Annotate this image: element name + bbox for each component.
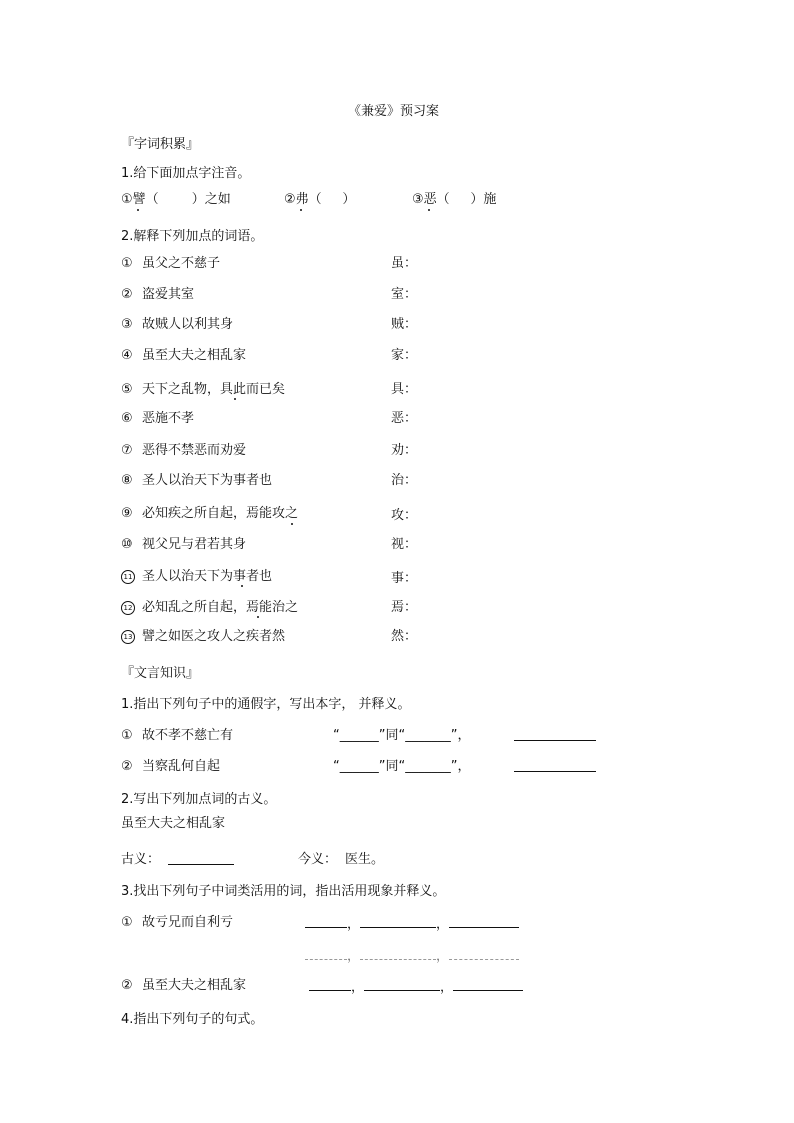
word-item-sentence: 故贼人以利其身 [142, 317, 234, 332]
word-item-number: ⑧ [121, 473, 133, 488]
circled-number: 13 [121, 630, 135, 644]
modern-meaning-value: 医生。 [345, 852, 385, 867]
word-item-sentence: 天下之乱物，具此而已矣 [142, 382, 286, 397]
tongjia-item-number: ② [121, 759, 133, 774]
word-item-number: ① [121, 256, 133, 271]
word-item-key: 攻： [391, 508, 418, 523]
section-heading-vocabulary: 『字词积累』 [121, 137, 200, 152]
word-item-sentence: 必知乱之所自起，焉能治之 [142, 600, 299, 615]
comma: ， [436, 917, 450, 932]
word-item-number: ④ [121, 348, 133, 363]
question-2-stem: 2.解释下列加点的词语。 [121, 229, 264, 244]
word-item-key: 然： [391, 629, 418, 644]
emphasis-dot [300, 209, 302, 211]
word-item-key: 焉： [391, 600, 418, 615]
word-item-number-circled [121, 600, 136, 616]
word-item-sentence: 虽至大夫之相乱家 [142, 348, 247, 363]
word-item-key: 治： [391, 473, 418, 488]
word-item-sentence: 圣人以治天下为事者也 [142, 473, 273, 488]
word-item-key: 具： [391, 382, 418, 397]
question-2-stem: 2.写出下列加点词的古义。 [121, 792, 277, 807]
emphasis-dot [234, 398, 236, 400]
conversion-answer-blanks-extra[interactable] [305, 947, 519, 965]
conversion-answer-blanks[interactable] [305, 915, 519, 933]
comma: ， [440, 980, 454, 995]
pinyin-item-2: ②弗（ ） [284, 192, 356, 207]
conversion-item-sentence: 故亏兄而自利亏 [142, 915, 234, 930]
word-item-key: 家： [391, 348, 418, 363]
word-item-key: 虽： [391, 256, 418, 271]
word-item-key: 视： [391, 537, 418, 552]
comma: ， [436, 949, 450, 964]
word-item-key: 劝： [391, 443, 418, 458]
comma: ， [347, 949, 361, 964]
word-item-sentence: 譬之如医之攻人之疾者然 [142, 629, 286, 644]
tongjia-item-sentence: 故不孝不慈亡有 [142, 728, 234, 743]
tongjia-item-number: ① [121, 728, 133, 743]
word-item-sentence: 恶得不禁恶而劝爱 [142, 443, 247, 458]
question-1-stem: 1.给下面加点字注音。 [121, 166, 251, 181]
comma: ， [347, 917, 361, 932]
emphasis-dot [291, 523, 293, 525]
word-item-sentence: 圣人以治天下为事者也 [142, 569, 273, 584]
word-item-number: ⑩ [121, 537, 133, 552]
pinyin-item-3: ③恶（ ）施 [412, 192, 497, 207]
conversion-item-sentence: 虽至大夫之相乱家 [142, 978, 247, 993]
conversion-item-number: ② [121, 978, 133, 993]
emphasis-dot [257, 616, 259, 618]
tongjia-item-sentence: 当察乱何自起 [142, 759, 221, 774]
tongjia-item-blanks: “______”同“_______”， [333, 728, 471, 743]
conversion-item-number: ① [121, 915, 133, 930]
emphasis-dot [428, 209, 430, 211]
emphasis-dot [137, 209, 139, 211]
ancient-meaning-blank[interactable] [168, 852, 234, 870]
word-item-number-circled [121, 569, 136, 585]
question-4-stem: 4.指出下列句子的句式。 [121, 1012, 264, 1027]
word-item-number: ⑤ [121, 382, 133, 397]
word-item-sentence: 必知疾之所自起，焉能攻之 [142, 506, 299, 521]
ancient-meaning-label: 古义： [121, 852, 161, 867]
word-item-sentence: 恶施不孝 [142, 411, 195, 426]
tongjia-answer-blank[interactable] [514, 759, 596, 777]
word-item-number: ③ [121, 317, 133, 332]
word-item-number: ⑦ [121, 443, 133, 458]
word-item-number: ⑥ [121, 411, 133, 426]
word-item-key: 事： [391, 571, 418, 586]
tongjia-answer-blank[interactable] [514, 728, 596, 746]
word-item-key: 贼： [391, 317, 418, 332]
ancient-meaning-sentence: 虽至大夫之相乱家 [121, 816, 226, 831]
word-item-key: 恶： [391, 411, 418, 426]
word-item-number-circled [121, 629, 136, 645]
word-item-sentence: 视父兄与君若其身 [142, 537, 247, 552]
pinyin-item-1: ①譬（ ）之如 [121, 192, 231, 207]
section-heading-classical: 『文言知识』 [121, 666, 200, 681]
word-item-number: ⑨ [121, 506, 133, 521]
question-1-stem: 1.指出下列句子中的通假字，写出本字， 并释义。 [121, 697, 411, 712]
tongjia-item-blanks: “______”同“_______”， [333, 759, 471, 774]
word-item-number: ② [121, 287, 133, 302]
word-item-sentence: 虽父之不慈子 [142, 256, 221, 271]
modern-meaning-label: 今义： [298, 852, 338, 867]
circled-number: 11 [121, 570, 135, 584]
word-item-sentence: 盗爱其室 [142, 287, 195, 302]
page-title: 《兼爱》预习案 [348, 104, 440, 119]
comma: ， [351, 980, 365, 995]
emphasis-dot [241, 585, 243, 587]
question-3-stem: 3.找出下列句子中词类活用的词，指出活用现象并释义。 [121, 884, 446, 899]
conversion-answer-blanks[interactable] [309, 978, 523, 996]
word-item-key: 室： [391, 287, 418, 302]
circled-number: 12 [121, 601, 135, 615]
